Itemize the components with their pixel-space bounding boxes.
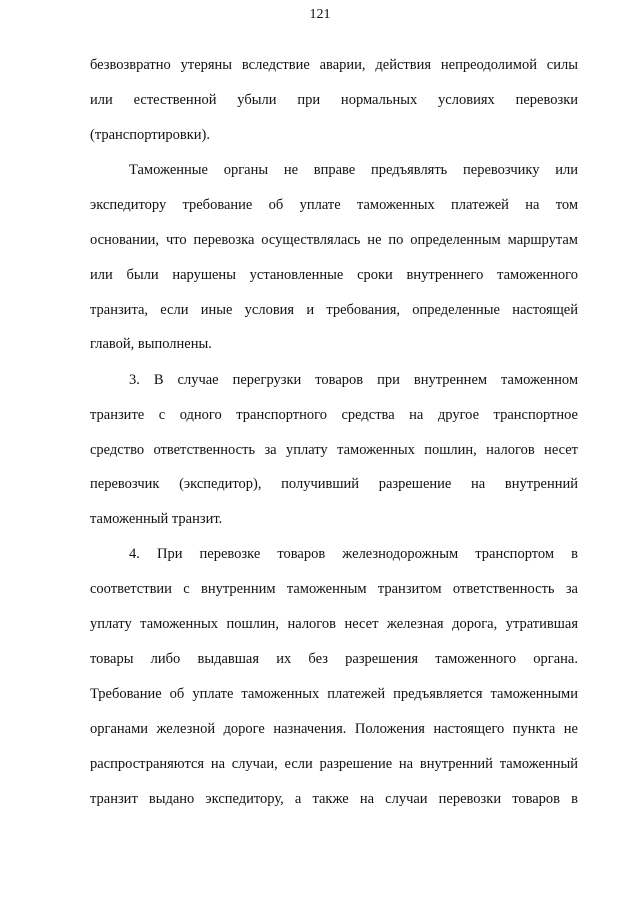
text-line: перевозчик (экспедитор), получивший разрешение на внутренний [90,476,578,492]
text-line: Таможенные органы не вправе предъявлять перевозчику или [129,162,578,178]
text-line: средство ответственность за уплату таможенных пошлин, налогов несет [90,442,578,458]
text-line: Требование об уплате таможенных платежей предъявляется таможенными [90,686,578,702]
text-line: товары либо выдавшая их без разрешения таможенного органа. [90,651,578,667]
text-line: 3. В случае перегрузки товаров при внутреннем таможенном [129,372,578,388]
text-line: основании, что перевозка осуществлялась не по определенным маршрутам [90,232,578,248]
text-line: или были нарушены установленные сроки внутреннего таможенного [90,267,578,283]
text-line: органами железной дороге назначения. Положения настоящего пункта не [90,721,578,737]
text-line: безвозвратно утеряны вследствие аварии, действия непреодолимой силы [90,57,578,73]
text-line: или естественной убыли при нормальных условиях перевозки [90,92,578,108]
text-line: таможенный транзит. [90,511,223,527]
text-line: главой, выполнены. [90,336,212,352]
text-line: 4. При перевозке товаров железнодорожным транспортом в [129,546,578,562]
text-line: уплату таможенных пошлин, налогов несет железная дорога, утратившая [90,616,578,632]
text-line: (транспортировки). [90,127,210,143]
text-line: транзит выдано экспедитору, а также на случаи перевозки товаров в [90,791,578,807]
text-line: экспедитору требование об уплате таможенных платежей на том [90,197,578,213]
text-line: транзита, если иные условия и требования, определенные настоящей [90,302,578,318]
page-number: 121 [309,7,331,22]
text-line: распространяются на случаи, если разрешение на внутренний таможенный [90,756,578,772]
text-line: соответствии с внутренним таможенным транзитом ответственность за [90,581,578,597]
text-line: транзите с одного транспортного средства на другое транспортное [90,407,578,423]
